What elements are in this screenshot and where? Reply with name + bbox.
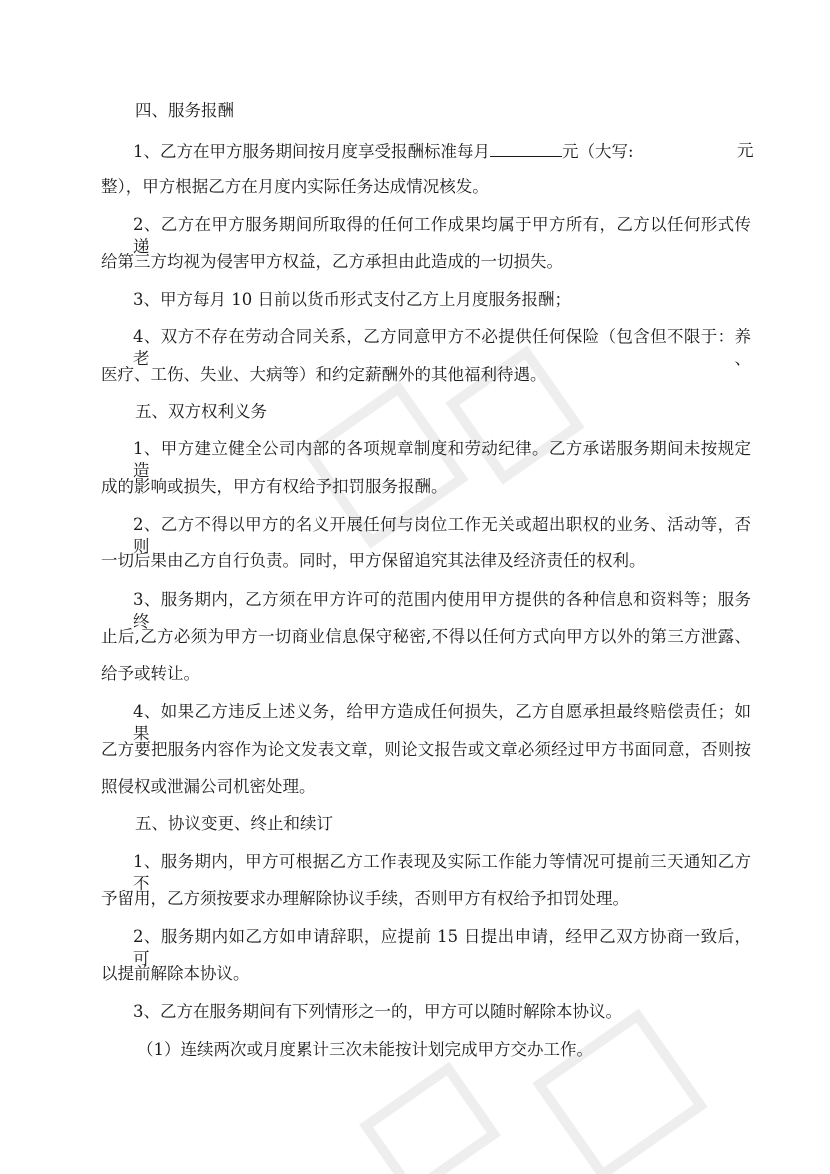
sec5-para1-line1: 1、甲方建立健全公司内部的各项规章制度和劳动纪律。乙方承诺服务期间未按规定造 xyxy=(133,439,751,480)
sec4-para3: 3、甲方每月 10 日前以货币形式支付乙方上月度服务报酬； xyxy=(133,290,571,309)
sec4-para1-line2: 整），甲方根据乙方在月度内实际任务达成情况核发。 xyxy=(101,177,489,196)
sec5-para2-line1: 2、乙方不得以甲方的名义开展任何与岗位工作无关或超出职权的业务、活动等，否则 xyxy=(133,515,751,556)
sec6-para3-item1: （1）连续两次或月度累计三次未能按计划完成甲方交办工作。 xyxy=(137,1040,593,1059)
sec4-para2-line1: 2、乙方在甲方服务期间所取得的任何工作成果均属于甲方所有，乙方以任何形式传递 xyxy=(133,215,751,256)
sec6-para1-line2: 予留用，乙方须按要求办理解除协议手续，否则甲方有权给予扣罚处理。 xyxy=(101,889,629,908)
sec4-para4-line1: 4、双方不存在劳动合同关系，乙方同意甲方不必提供任何保险（包含但不限于：养老、 xyxy=(133,327,751,368)
sec4-para1-text-c: 元 xyxy=(737,141,754,160)
sec4-para1-text-b: 元（大写: xyxy=(562,142,634,161)
sec6-para2-line1: 2、服务期内如乙方如申请辞职，应提前 15 日提出申请，经甲乙双方协商一致后，可 xyxy=(133,927,751,968)
sec5-para4-line3: 照侵权或泄漏公司机密处理。 xyxy=(101,777,316,796)
sec4-para2-line2: 给第三方均视为侵害甲方权益，乙方承担由此造成的一切损失。 xyxy=(101,252,563,271)
salary-amount-blank xyxy=(490,140,562,157)
sec5-para3-line2: 止后,乙方必须为甲方一切商业信息保守秘密,不得以任何方式向甲方以外的第三方泄露、 xyxy=(101,627,751,646)
sec5-para2-line2: 一切后果由乙方自行负责。同时，甲方保留追究其法律及经济责任的权利。 xyxy=(101,551,646,570)
sec5-para3-line1: 3、服务期内，乙方须在甲方许可的范围内使用甲方提供的各种信息和资料等；服务终 xyxy=(133,590,751,631)
sec6-para2-line2: 以提前解除本协议。 xyxy=(101,964,250,983)
sec4-para1-text-a: 1、乙方在甲方服务期间按月度享受报酬标准每月 xyxy=(133,142,490,161)
sec6-para1-line1: 1、服务期内，甲方可根据乙方工作表现及实际工作能力等情况可提前三天通知乙方不 xyxy=(133,852,751,893)
sec5-para4-line2: 乙方要把服务内容作为论文发表文章，则论文报告或文章必须经过甲方书面同意，否则按 xyxy=(101,740,751,759)
sec4-para1-line1 xyxy=(133,140,754,163)
section-5-title: 五、双方权利义务 xyxy=(135,402,267,421)
section-6-title: 五、协议变更、终止和续订 xyxy=(135,814,333,833)
sec6-para3: 3、乙方在服务期间有下列情形之一的，甲方可以随时解除本协议。 xyxy=(133,1002,622,1021)
sec5-para4-line1: 4、如果乙方违反上述义务，给甲方造成任何损失，乙方自愿承担最终赔偿责任；如果 xyxy=(133,702,751,743)
sec5-para1-line2: 成的影响或损失，甲方有权给予扣罚服务报酬。 xyxy=(101,477,448,496)
sec4-para4-line2: 医疗、工伤、失业、大病等）和约定薪酬外的其他福利待遇。 xyxy=(101,365,547,384)
section-4-title: 四、服务报酬 xyxy=(135,101,234,120)
sec5-para3-line3: 给予或转让。 xyxy=(101,664,200,683)
